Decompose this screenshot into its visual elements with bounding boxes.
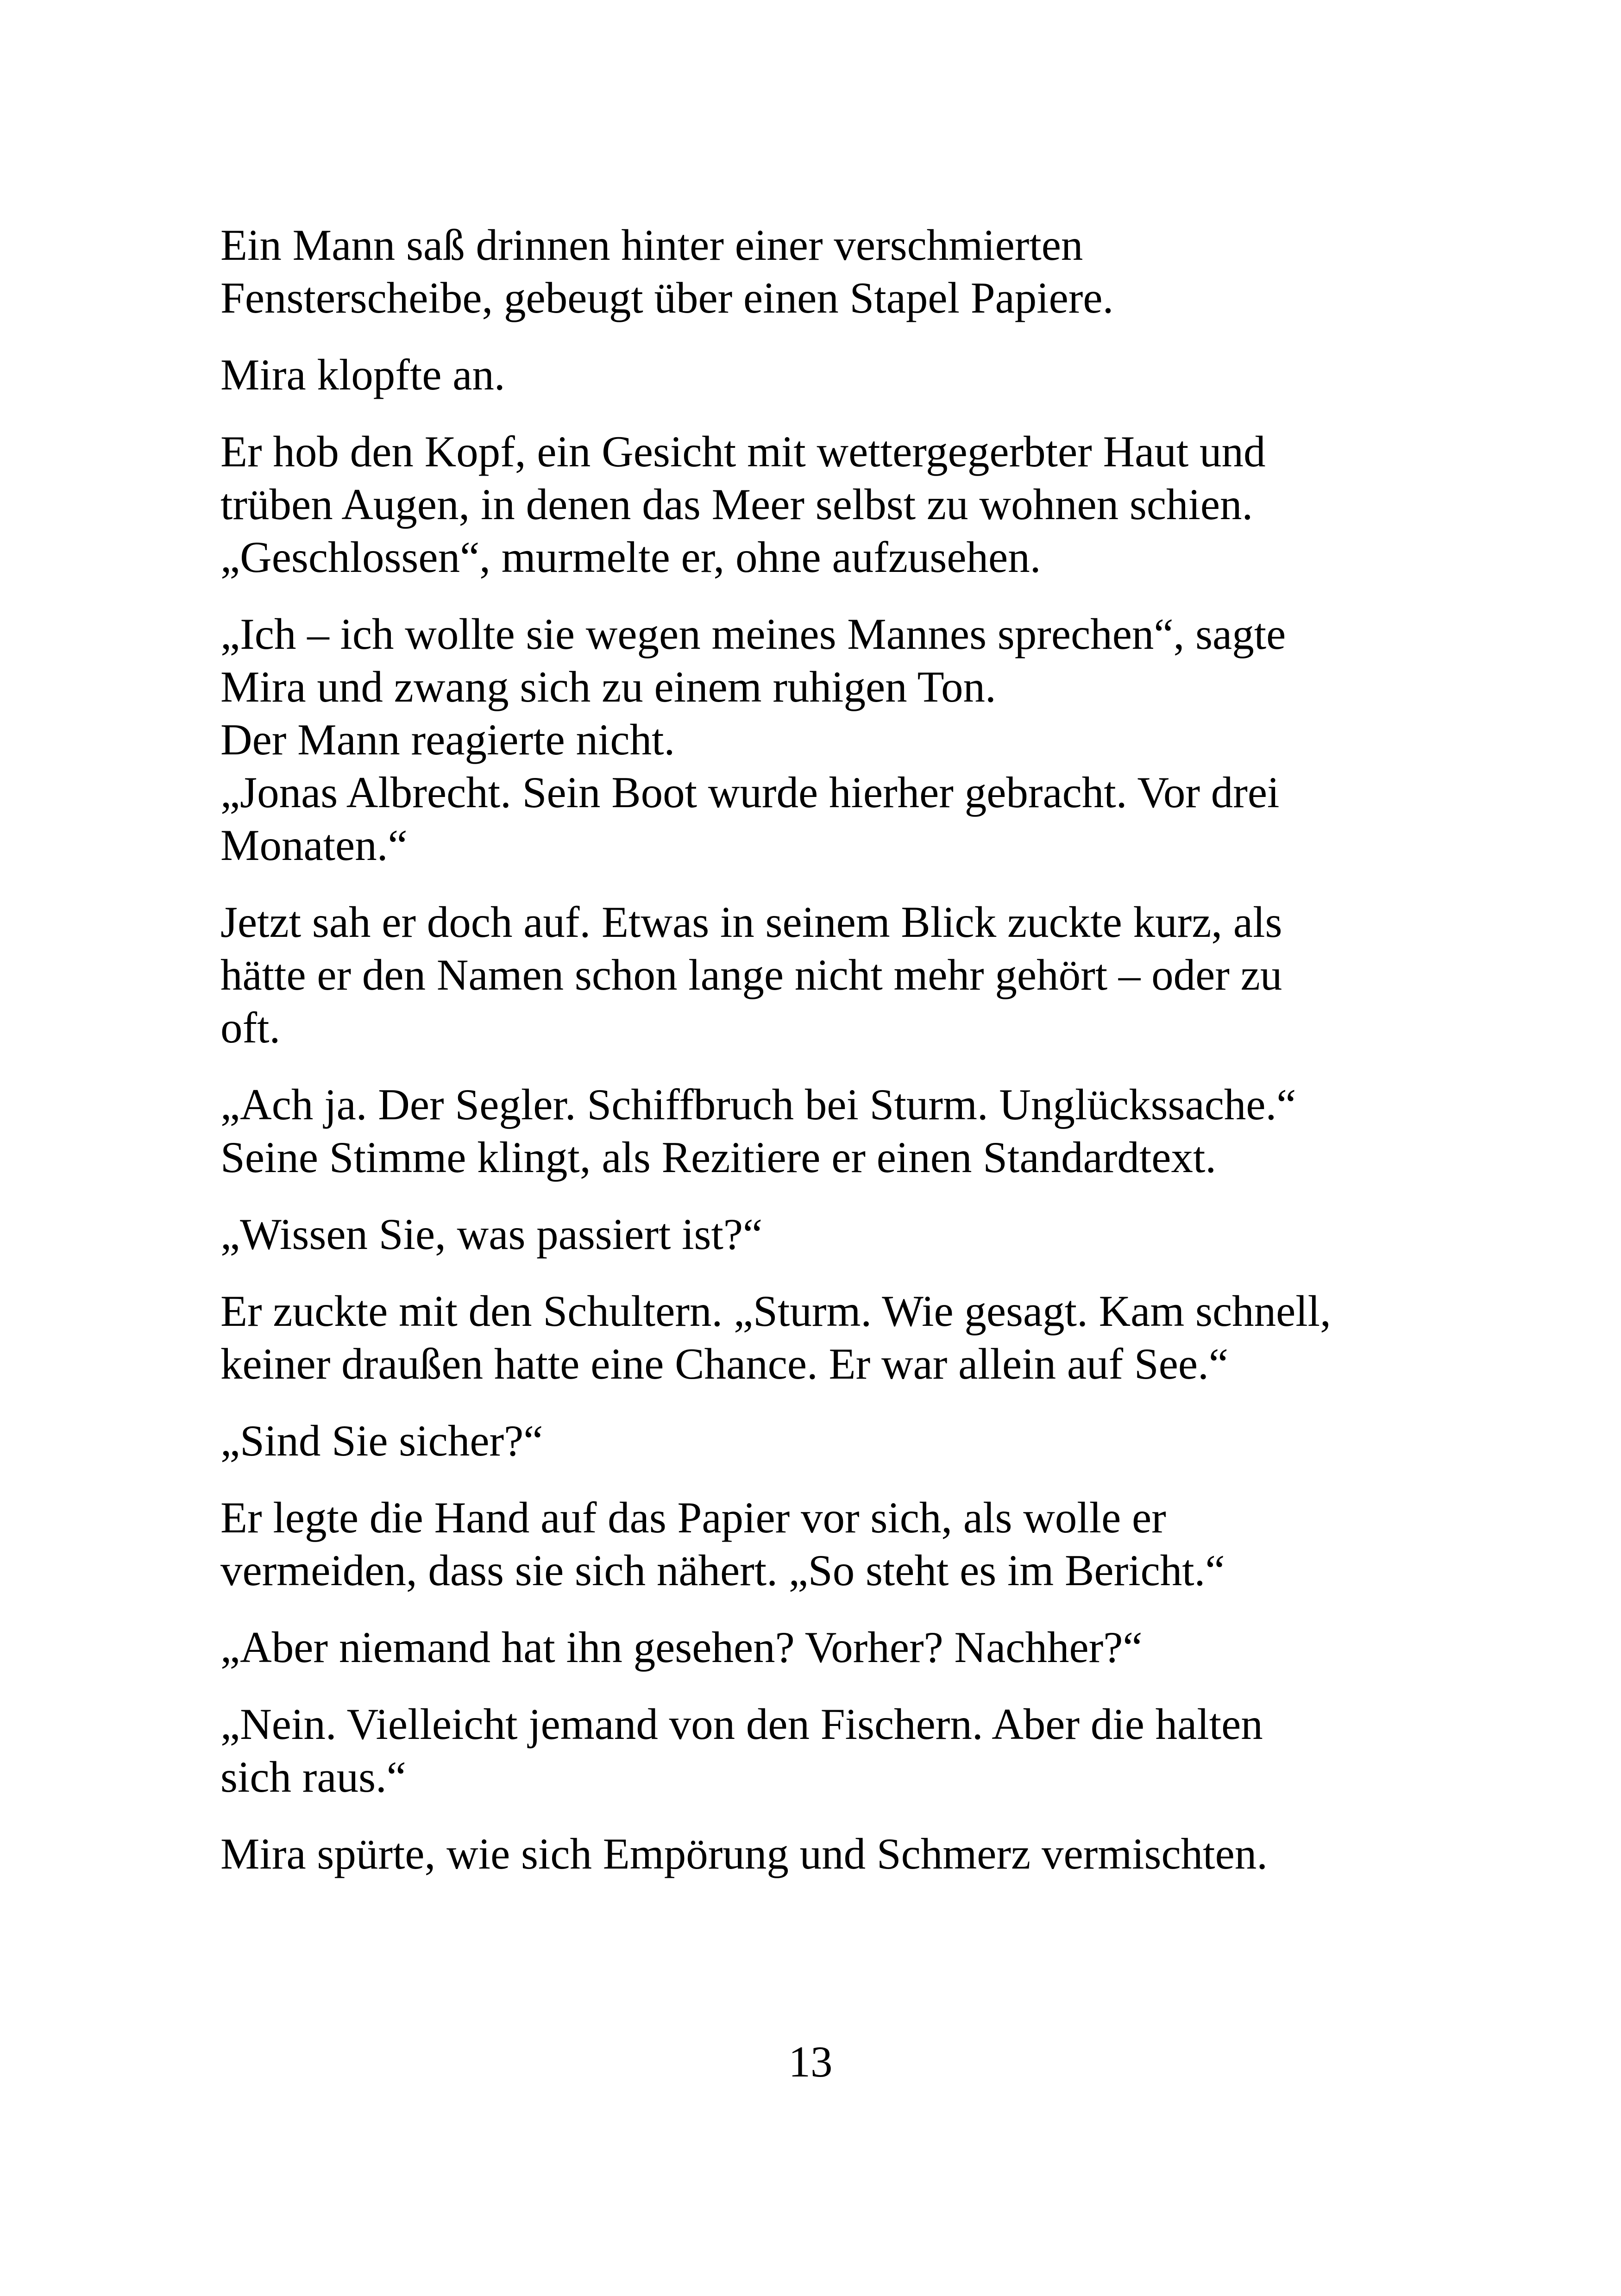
page-number: 13 (788, 2037, 833, 2086)
paragraph: Mira klopfte an. (220, 350, 505, 399)
paragraph: Er zuckte mit den Schultern. „Sturm. Wie gesagt. Kam schnell, keiner draußen hatte eine Chance. Er war allein auf See.“ (220, 1286, 1331, 1388)
paragraph: Er legte die Hand auf das Papier vor sich, als wolle er vermeiden, dass sie sich nähert. „So steht es im Bericht.“ (220, 1493, 1225, 1595)
paragraph: „Sind Sie sicher?“ (220, 1416, 543, 1465)
paragraph: Mira spürte, wie sich Empörung und Schmerz vermischten. (220, 1829, 1268, 1878)
body-text (220, 219, 1434, 1904)
paragraph: „Aber niemand hat ihn gesehen? Vorher? Nachher?“ (220, 1623, 1143, 1672)
paragraph: „Ach ja. Der Segler. Schiffbruch bei Sturm. Unglückssache.“ Seine Stimme klingt, als Rezitiere er einen Standardtext. (220, 1080, 1296, 1182)
paragraph: „Wissen Sie, was passiert ist?“ (220, 1210, 763, 1259)
paragraph: Er hob den Kopf, ein Gesicht mit wettergegerbter Haut und trüben Augen, in denen das Meer selbst zu wohnen schien. „Geschlossen“, murmelte er, ohne aufzusehen. (220, 427, 1266, 582)
paragraph: Ein Mann saß drinnen hinter einer verschmierten Fensterscheibe, gebeugt über einen Stapel Papiere. (220, 220, 1114, 322)
paragraph: „Ich – ich wollte sie wegen meines Mannes sprechen“, sagte Mira und zwang sich zu einem ruhigen Ton. Der Mann reagierte nicht. „Jonas Albrecht. Sein Boot wurde hierher gebracht. Vor drei Monaten.“ (220, 609, 1286, 870)
paragraph: Jetzt sah er doch auf. Etwas in seinem Blick zuckte kurz, als hätte er den Namen schon lange nicht mehr gehört – oder zu oft. (220, 897, 1282, 1052)
paragraph: „Nein. Vielleicht jemand von den Fischern. Aber die halten sich raus.“ (220, 1700, 1263, 1801)
